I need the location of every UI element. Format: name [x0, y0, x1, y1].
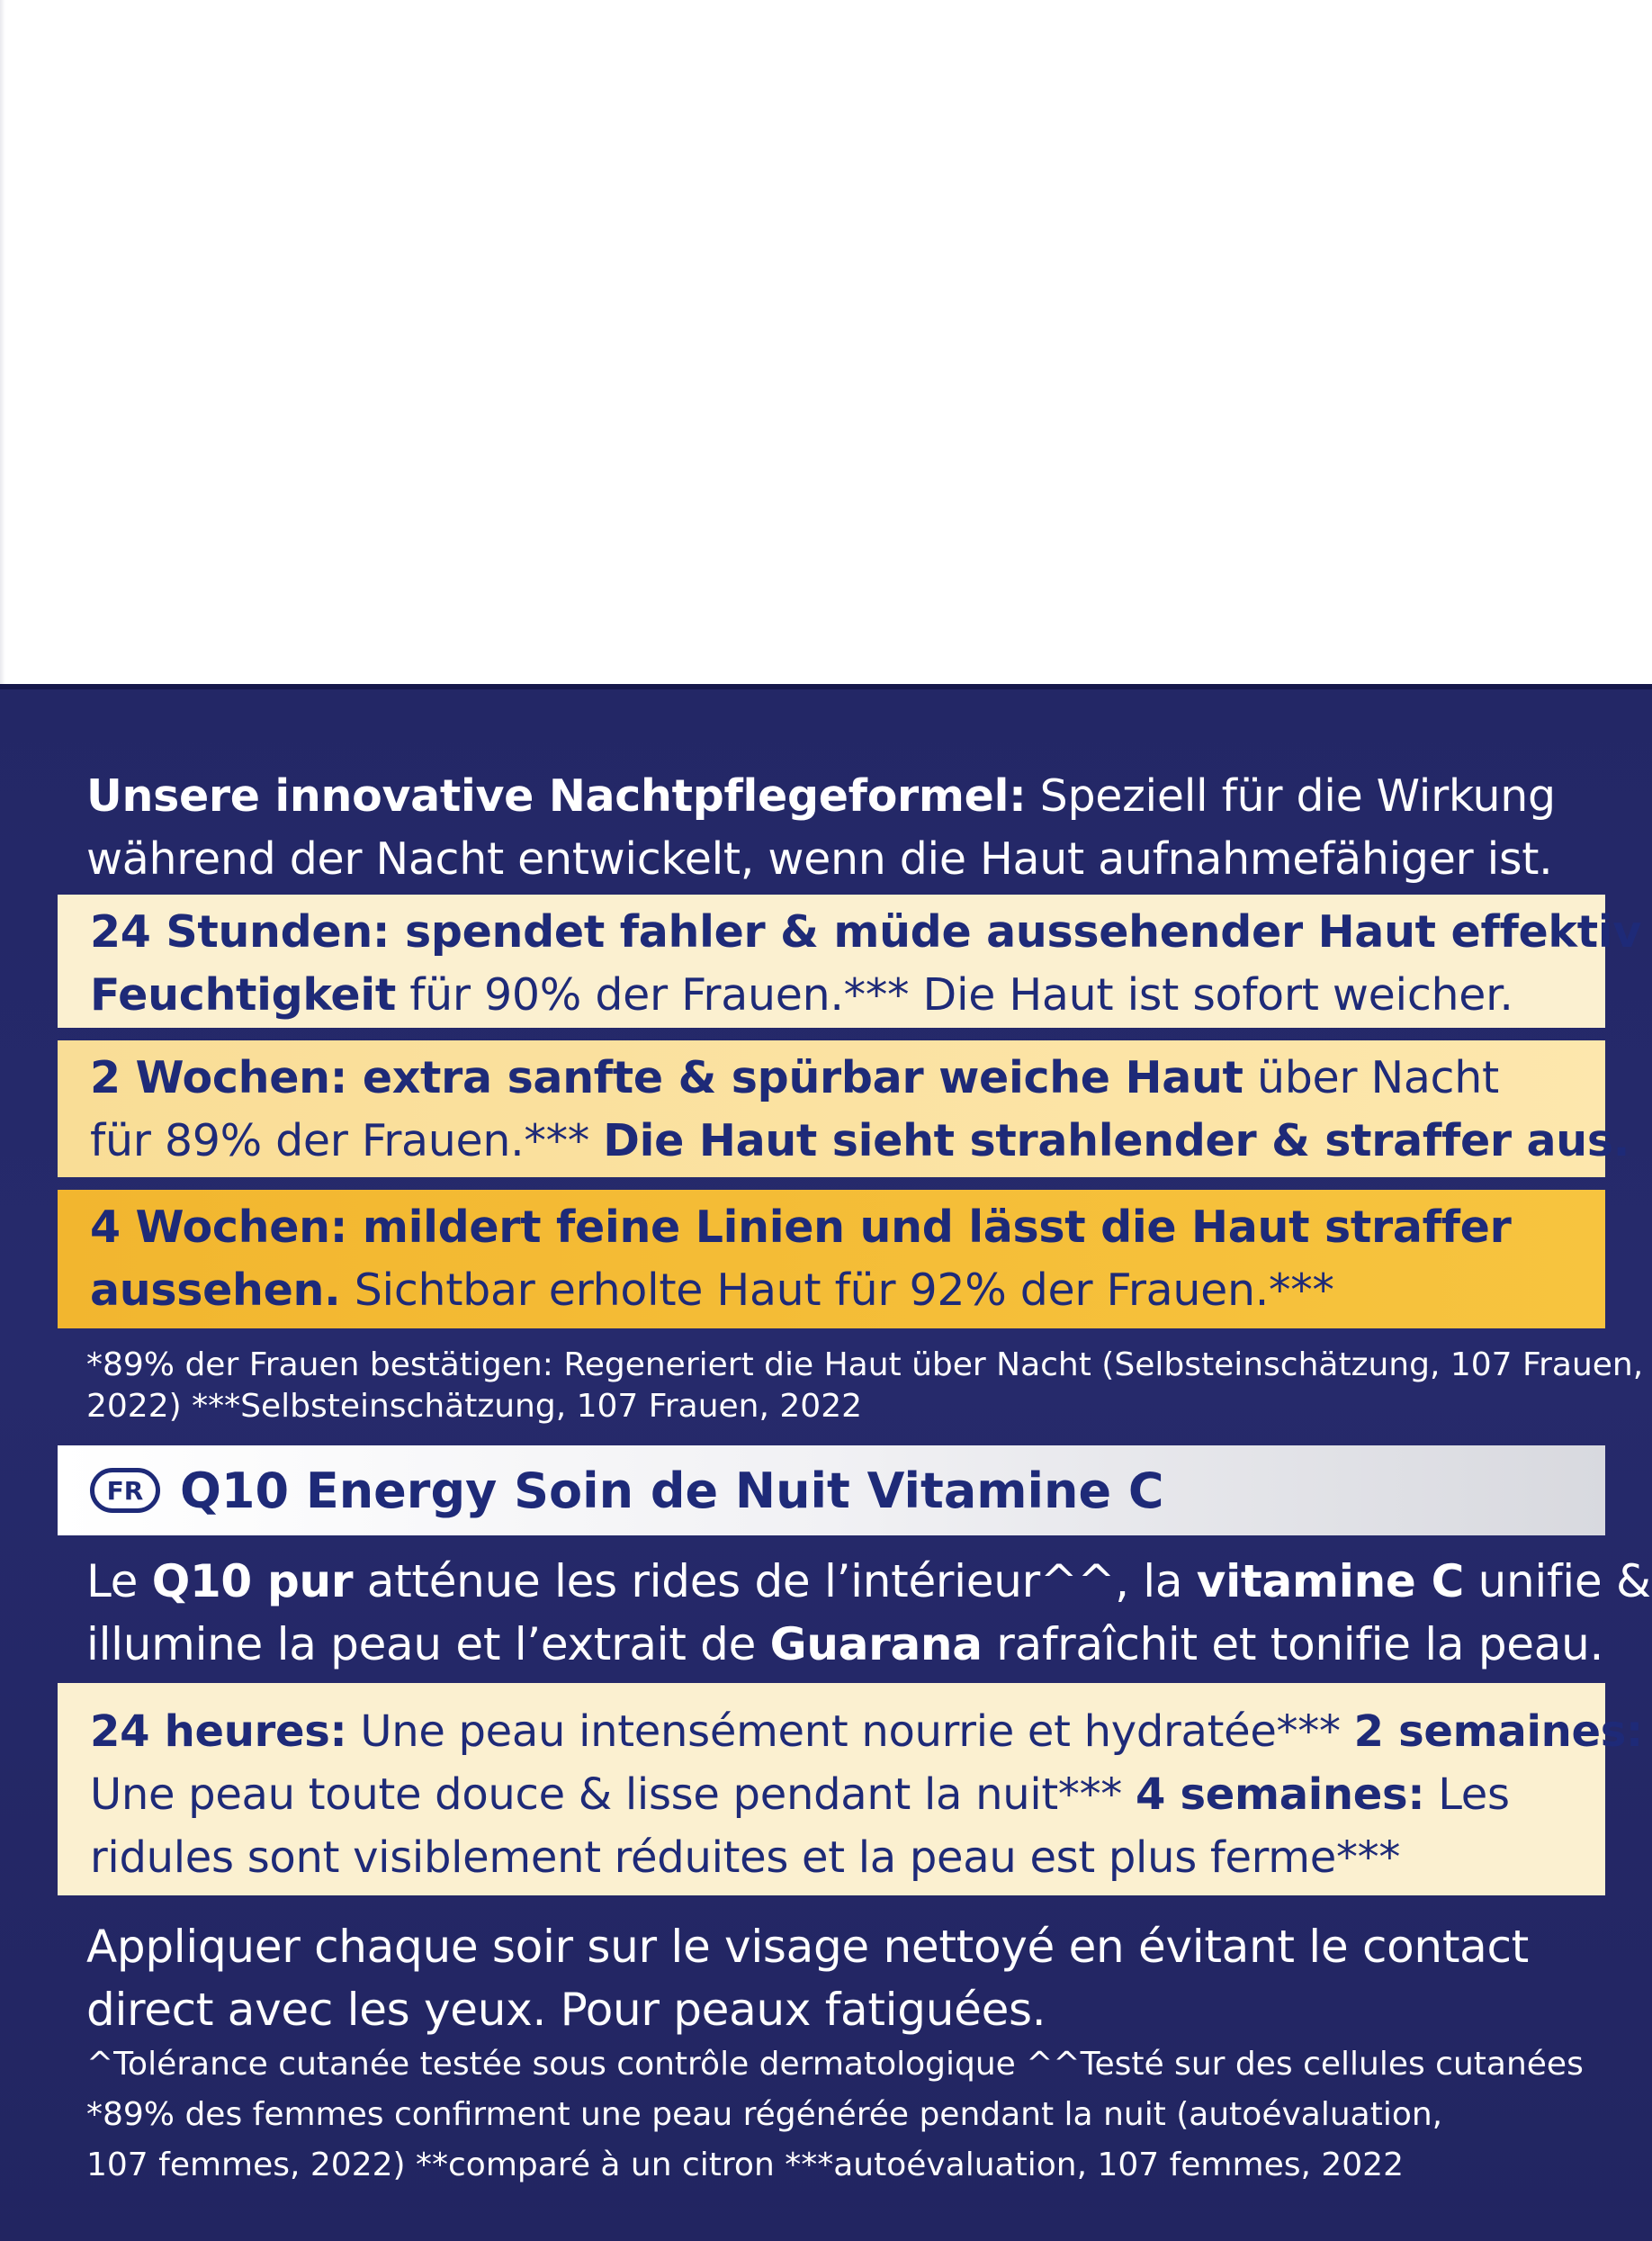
fr-band-line3: ridules sont visiblement réduites et la peau est plus ferme*** — [90, 1832, 1401, 1883]
fr-desc-l1a: Le — [86, 1555, 152, 1607]
de-intro — [86, 765, 1584, 891]
fr-desc-l1c: atténue les rides de l’intérieur^^, la — [353, 1555, 1197, 1607]
fr-usage-line1: Appliquer chaque soir sur le visage nettoyé en évitant le contact — [86, 1921, 1529, 1973]
fr-desc-l1e: unifie & — [1464, 1555, 1651, 1607]
de-band3-line1: 4 Wochen: mildert feine Linien und lässt die Haut straffer — [90, 1202, 1512, 1253]
fr-band-line2 — [90, 1763, 1573, 1826]
fr-footnote-line1: ^Tolérance cutanée testée sous contrôle dermatologique ^^Testé sur des cellules cutanées — [86, 2046, 1584, 2083]
fr-band-l1a: 24 heures: — [90, 1706, 347, 1757]
de-band2-bold1: 2 Wochen: extra sanfte & spürbar weiche Haut — [90, 1052, 1243, 1103]
de-band1-rest: für 90% der Frauen.*** Die Haut ist sofort weicher. — [395, 969, 1513, 1021]
de-band-4w — [58, 1190, 1605, 1328]
fr-description — [86, 1550, 1651, 1676]
fr-footnote — [86, 2039, 1584, 2191]
fr-desc-l2b: Guarana — [769, 1618, 983, 1670]
de-footnote-line1: *89% der Frauen bestätigen: Regeneriert die Haut über Nacht (Selbsteinschätzung, 107 Frauen, — [86, 1346, 1644, 1383]
de-intro-line2: während der Nacht entwickelt, wenn die Haut aufnahmefähiger ist. — [86, 833, 1553, 885]
de-footnote — [86, 1345, 1644, 1427]
fr-benefits-band — [58, 1683, 1643, 1895]
package-edge — [0, 0, 5, 684]
fr-language-badge: FR — [90, 1468, 160, 1513]
de-band1-line1: 24 Stunden: spendet fahler & müde aussehender Haut effektiv — [90, 906, 1641, 958]
fr-footnote-line3: 107 femmes, 2022) **comparé à un citron ***autoévaluation, 107 femmes, 2022 — [86, 2146, 1404, 2183]
fr-desc-l2a: illumine la peau et l’extrait de — [86, 1618, 770, 1670]
de-band2-rest2: für 89% der Frauen.*** — [90, 1115, 604, 1166]
fr-desc-l1b: Q10 pur — [151, 1555, 354, 1607]
package-panel — [0, 684, 1652, 2241]
fr-desc-l2c: rafraîchit et tonifie la peau. — [982, 1618, 1604, 1670]
fr-desc-line2 — [86, 1613, 1604, 1676]
de-band1-line2 — [90, 964, 1573, 1027]
fr-desc-l1d: vitamine C — [1196, 1555, 1465, 1607]
fr-band-l1b: Une peau intensément nourrie et hydratée*** — [346, 1706, 1354, 1757]
fr-usage-line2: direct avec les yeux. Pour peaux fatiguées. — [86, 1984, 1046, 2036]
fr-band-line1 — [90, 1700, 1643, 1763]
fr-band-l1c: 2 semaines: — [1353, 1706, 1643, 1757]
de-band3-rest: Sichtbar erholte Haut für 92% der Frauen.*** — [340, 1264, 1334, 1316]
de-band3-bold: aussehen. — [90, 1264, 341, 1316]
de-band-2w — [58, 1040, 1630, 1177]
de-band2-line1 — [90, 1047, 1573, 1110]
fr-title-band — [58, 1445, 1605, 1535]
fr-usage — [86, 1915, 1584, 2041]
de-intro-line1 — [86, 765, 1584, 828]
de-footnote-line2: 2022) ***Selbsteinschätzung, 107 Frauen, 2022 — [86, 1388, 862, 1425]
fr-band-l2a: Une peau toute douce & lisse pendant la nuit*** — [90, 1769, 1136, 1820]
de-band2-rest1: über Nacht — [1243, 1052, 1499, 1103]
de-band2-bold2: Die Haut sieht strahlender & straffer aus. — [603, 1115, 1630, 1166]
de-band-24h — [58, 895, 1641, 1028]
de-band2-line2 — [90, 1110, 1630, 1173]
fr-band-l2c: Les — [1424, 1769, 1510, 1820]
fr-product-title: Q10 Energy Soin de Nuit Vitamine C — [180, 1462, 1164, 1519]
de-intro-bold: Unsere innovative Nachtpflegeformel: — [86, 770, 1027, 822]
fr-desc-line1 — [86, 1550, 1651, 1613]
fr-footnote-line2: *89% des femmes confirment une peau régénérée pendant la nuit (autoévaluation, — [86, 2096, 1443, 2133]
fr-band-l2b: 4 semaines: — [1135, 1769, 1425, 1820]
de-intro-rest: Speziell für die Wirkung — [1026, 770, 1556, 822]
blank-top-area — [0, 0, 1652, 684]
de-band1-bold: Feuchtigkeit — [90, 969, 396, 1021]
de-band3-line2 — [90, 1259, 1573, 1322]
